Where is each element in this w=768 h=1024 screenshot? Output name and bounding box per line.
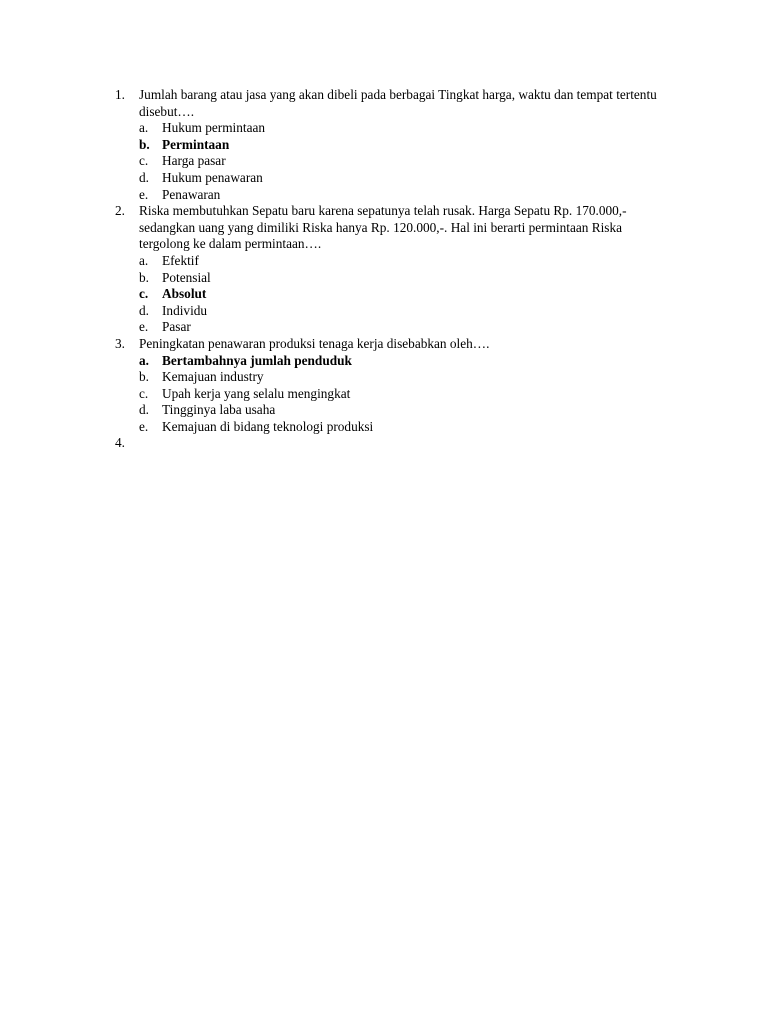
option-letter: c.: [139, 153, 149, 169]
option-letter: e.: [139, 319, 149, 335]
option-letter: b.: [139, 136, 150, 152]
option-text: Kemajuan industry: [162, 369, 264, 385]
option-item: [115, 303, 660, 320]
option-list: [115, 120, 660, 203]
option-item: [115, 253, 660, 270]
option-letter: a.: [139, 120, 149, 136]
option-letter: d.: [139, 169, 149, 185]
question-text: Jumlah barang atau jasa yang akan dibeli pada berbagai Tingkat harga, waktu dan tempat tertentu disebut….: [139, 87, 657, 119]
option-text: Pasar: [162, 319, 191, 335]
option-item: [115, 187, 660, 204]
option-item: [115, 319, 660, 336]
question-text: Riska membutuhkan Sepatu baru karena sepatunya telah rusak. Harga Sepatu Rp. 170.000,- sedangkan uang yang dimiliki Riska hanya Rp. 120.000,-. Hal ini berarti permintaan Riska tergolong ke dalam permintaan….: [139, 203, 627, 252]
option-letter: c.: [139, 385, 149, 401]
option-item: [115, 270, 660, 287]
question-text: Peningkatan penawaran produksi tenaga kerja disebabkan oleh….: [139, 335, 490, 351]
option-text: Penawaran: [162, 186, 221, 202]
question-item: [115, 336, 660, 353]
option-text: Permintaan: [162, 136, 230, 152]
option-letter: e.: [139, 418, 149, 434]
question-item: [115, 87, 660, 120]
question-number: 2.: [115, 203, 125, 219]
option-letter: d.: [139, 402, 149, 418]
option-list: [115, 353, 660, 436]
option-letter: c.: [139, 286, 149, 302]
question-number: 1.: [115, 87, 125, 102]
option-item: [115, 419, 660, 436]
question-number: 3.: [115, 335, 125, 351]
option-list: [115, 253, 660, 336]
question-list: [115, 87, 660, 451]
option-letter: a.: [139, 352, 149, 368]
option-letter: e.: [139, 186, 149, 202]
option-text: Tingginya laba usaha: [162, 402, 276, 418]
option-text: Harga pasar: [162, 153, 226, 169]
option-text: Hukum penawaran: [162, 169, 263, 185]
option-item-answer: [115, 286, 660, 303]
option-item: [115, 120, 660, 137]
option-item: [115, 386, 660, 403]
option-text: Potensial: [162, 269, 211, 285]
option-text: Hukum permintaan: [162, 120, 266, 136]
option-letter: b.: [139, 269, 149, 285]
option-item: [115, 153, 660, 170]
option-item: [115, 170, 660, 187]
option-letter: d.: [139, 302, 149, 318]
question-item: [115, 203, 660, 253]
option-text: Efektif: [162, 252, 199, 268]
option-letter: b.: [139, 369, 149, 385]
option-item: [115, 369, 660, 386]
option-item: [115, 402, 660, 419]
option-text: Absolut: [162, 286, 207, 302]
option-text: Kemajuan di bidang teknologi produksi: [162, 418, 374, 434]
option-item-answer: [115, 353, 660, 370]
option-text: Individu: [162, 302, 208, 318]
question-number: 4.: [115, 435, 125, 451]
option-item-answer: [115, 137, 660, 154]
option-text: Bertambahnya jumlah penduduk: [162, 352, 352, 368]
option-letter: a.: [139, 252, 149, 268]
option-text: Upah kerja yang selalu mengingkat: [162, 385, 351, 401]
